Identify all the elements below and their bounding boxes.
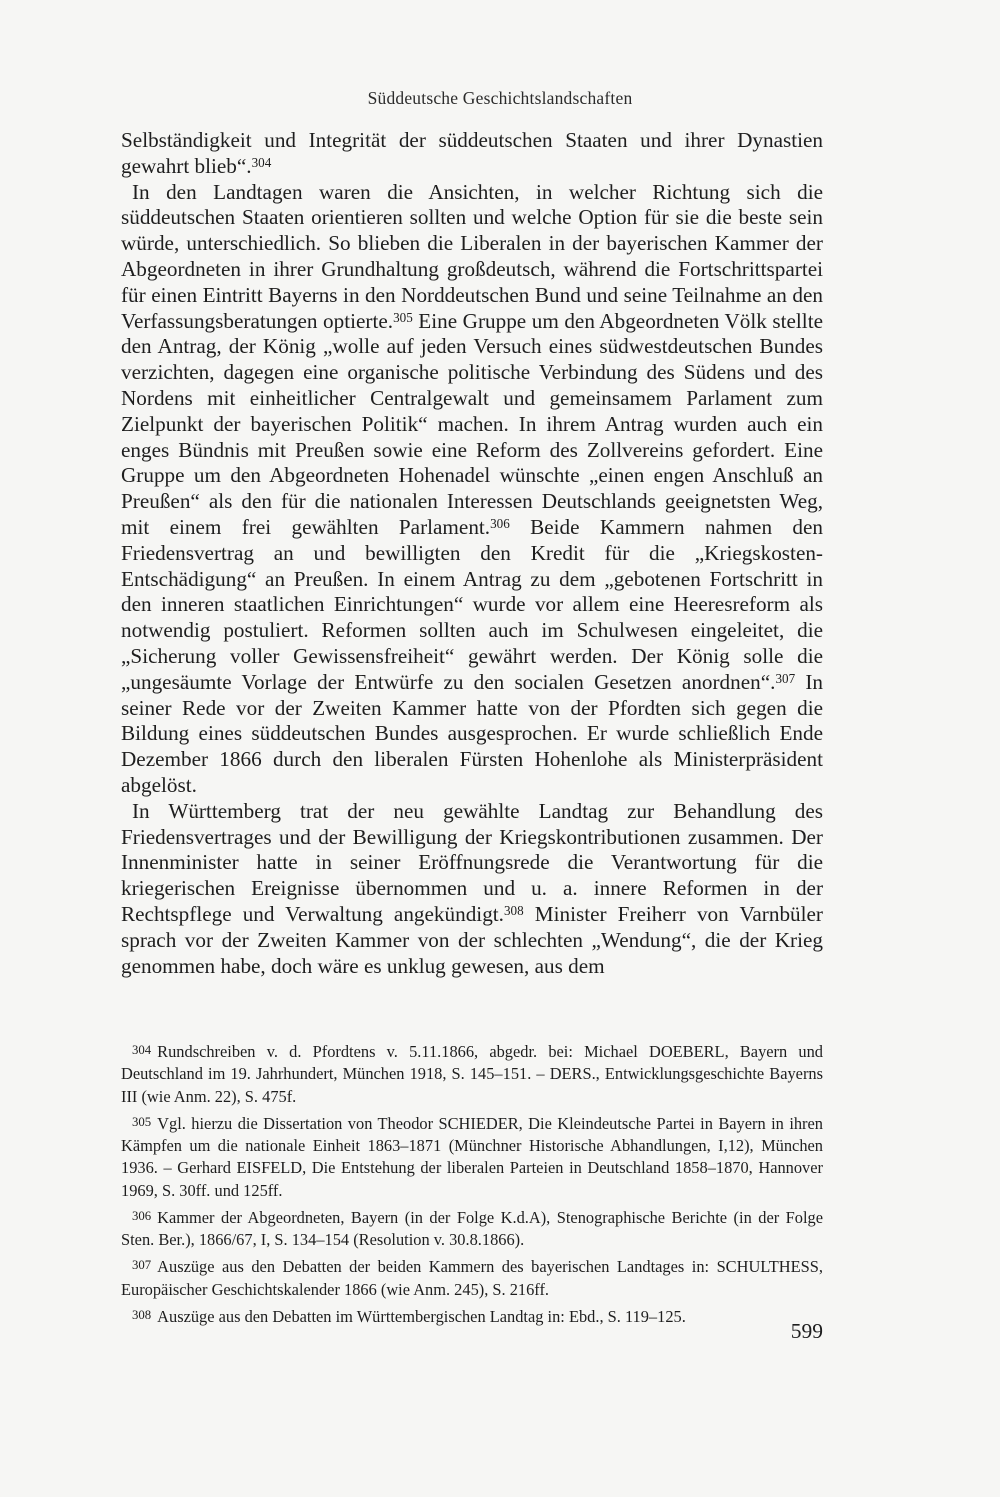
footnote-reference: 307 bbox=[775, 670, 796, 686]
footnote-number: 304 bbox=[132, 1043, 152, 1057]
footnote-reference: 305 bbox=[393, 309, 413, 325]
footnote-number: 305 bbox=[132, 1114, 152, 1129]
footnote-number: 308 bbox=[132, 1307, 152, 1322]
footnote-text: Rundschreiben v. d. Pfordtens v. 5.11.1866, abgedr. bei: Michael DOEBERL, Bayern und Deutschland im 19. Jahrhundert, München 1918, S. 145–151. – DERS., Entwicklungsgeschichte Bayerns III (wie Anm. 22), S. 475f. bbox=[121, 1042, 823, 1106]
footnote-text: Auszüge aus den Debatten im Württembergischen Landtag in: Ebd., S. 119–125. bbox=[157, 1307, 686, 1327]
footnote bbox=[121, 1111, 823, 1202]
text-segment: Selbständigkeit und Integrität der süddeutschen Staaten und ihrer Dynastien gewahrt blieb“. bbox=[121, 128, 823, 178]
footnote bbox=[121, 1254, 823, 1301]
body-paragraph bbox=[121, 799, 823, 980]
text-segment: In seiner Rede vor der Zweiten Kammer hatte von der Pfordten sich gegen die Bildung eines süddeutschen Bundes ausgesprochen. Er wurde schließlich Ende Dezember 1866 durch den liberalen Fürsten Hohenlohe als Ministerpräsident abgelöst. bbox=[121, 669, 823, 797]
running-head: Süddeutsche Geschichtslandschaften bbox=[367, 88, 633, 108]
footnote-text: Vgl. hierzu die Dissertation von Theodor SCHIEDER, Die Kleindeutsche Partei in Bayern in ihren Kämpfen um die nationale Einheit 1863–1871 (Münchner Historische Abhandlungen, I,12), München 1936. – Gerhard EISFELD, Die Entstehung der liberalen Parteien in Deutschland 1858–1870, Hannover 1969, S. 30ff. und 125ff. bbox=[121, 1113, 823, 1200]
body-paragraph bbox=[121, 128, 823, 180]
main-text bbox=[121, 128, 823, 979]
page-number: 599 bbox=[790, 1319, 823, 1343]
text-segment: Eine Gruppe um den Abgeordneten Völk stellte den Antrag, der König „wolle auf jeden Versuch eines südwestdeutschen Bundes verzichten, dagegen eine organische politische Verbindung des Südens und des Nordens mit einheitlicher Centralgewalt und gemeinsamem Parlament zum Zielpunkt der bayerischen Politik“ machen. In ihrem Antrag wurden auch ein enges Bündnis mit Preußen sowie eine Reform des Zollvereins gefordert. Eine Gruppe um den Abgeordneten Hohenadel wünschte „einen engen Anschluß an Preußen“ als den für die nationalen Interessen Deutschlands geeignetsten Weg, mit einem frei gewählten Parlament. bbox=[121, 308, 823, 539]
footnote-reference: 306 bbox=[490, 516, 510, 532]
text-segment: In Württemberg trat der neu gewählte Landtag zur Behandlung des Friedensvertrages und der Bewilligung der Kriegskontributionen zusammen. Der Innenminister hatte in seiner Eröffnungsrede die Verantwortung für die kriegerischen Ereignisse übernommen und u. a. innere Reformen in der Rechtspflege und Verwaltung angekündigt. bbox=[121, 798, 823, 926]
footnote-number: 307 bbox=[132, 1258, 152, 1273]
text-segment: In den Landtagen waren die Ansichten, in welcher Richtung sich die süddeutschen Staaten orientieren sollten und welche Option für sie die beste sein würde, unterschiedlich. So blieben die Liberalen in der bayerischen Kammer der Abgeordneten in ihrer Grundhaltung großdeutsch, während die Fortschrittspartei für einen Eintritt Bayerns in den Norddeutschen Bund und seine Teilnahme an den Verfassungsberatungen optierte. bbox=[121, 179, 823, 333]
body-paragraph bbox=[121, 180, 823, 799]
footnote-reference: 308 bbox=[503, 903, 524, 918]
footnote bbox=[121, 1205, 823, 1252]
text-segment: Minister Freiherr von Varnbüler sprach vor der Zweiten Kammer von der schlechten „Wendung“, die der Krieg genommen habe, doch wäre es unklug gewesen, aus dem bbox=[121, 901, 823, 978]
footnote-number: 306 bbox=[132, 1208, 152, 1223]
footnotes bbox=[121, 1039, 823, 1331]
footnote-reference: 304 bbox=[251, 154, 272, 170]
footnote-text: Kammer der Abgeordneten, Bayern (in der Folge K.d.A), Stenographische Berichte (in der Folge Sten. Ber.), 1866/67, I, S. 134–154 (Resolution v. 30.8.1866). bbox=[121, 1207, 823, 1250]
footnote bbox=[121, 1039, 823, 1108]
text-segment: Beide Kammern nahmen den Friedensvertrag an und bewilligten den Kredit für die „Kriegskosten-Entschädigung“ an Preußen. In einem Antrag zu dem „gebotenen Fortschritt in den inneren staatlichen Einrichtungen“ wurde vor allem eine Heeresreform als notwendig postuliert. Reformen sollten auch im Schulwesen eingeleitet, die „Sicherung voller Gewissensfreiheit“ gewährt werden. Der König solle die „ungesäumte Vorlage der Entwürfe zu den socialen Gesetzen anordnen“. bbox=[121, 514, 823, 694]
footnote-text: Auszüge aus den Debatten der beiden Kammern des bayerischen Landtages in: SCHULTHESS, Europäischer Geschichtskalender 1866 (wie Anm. 245), S. 216ff. bbox=[121, 1257, 823, 1299]
